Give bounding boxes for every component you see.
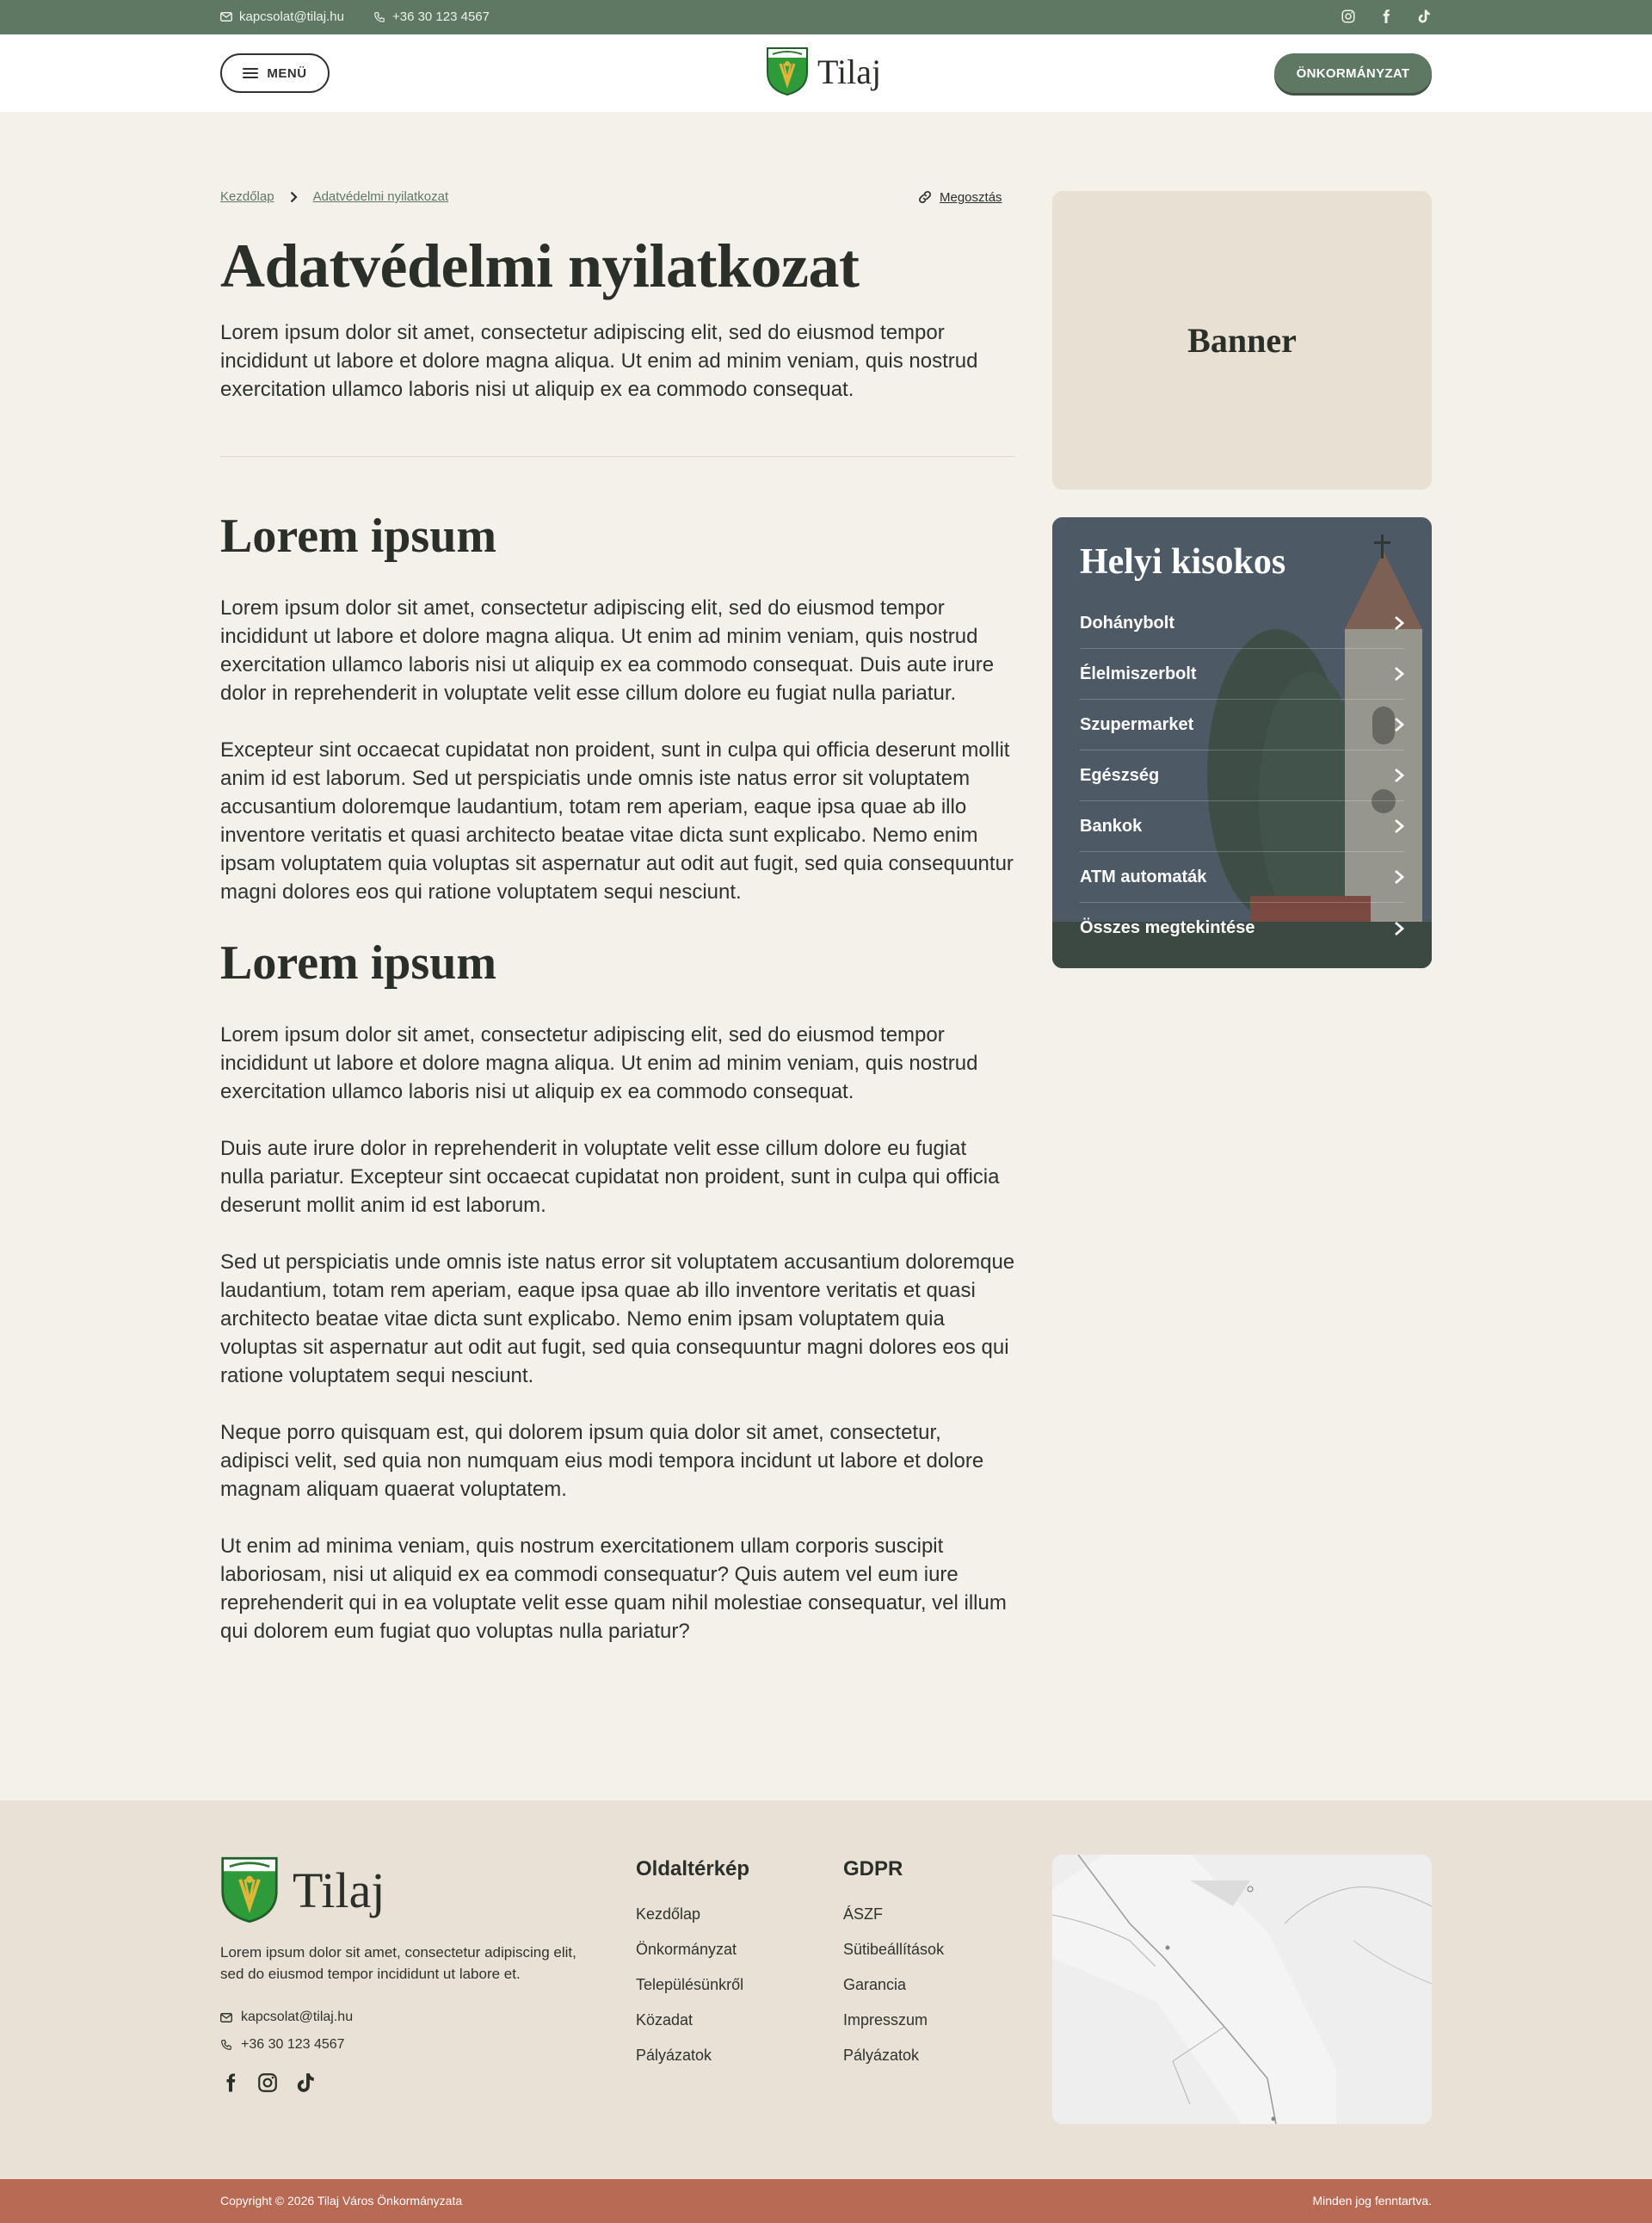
footer-link[interactable]: Településünkről (636, 1976, 744, 1993)
footer-link[interactable]: Önkormányzat (636, 1941, 737, 1958)
footer-link[interactable]: Pályázatok (843, 2047, 920, 2064)
rights-text: Minden jog fenntartva. (1312, 2194, 1432, 2208)
top-social (1341, 9, 1432, 24)
tiktok-icon[interactable] (294, 2071, 317, 2095)
section-paragraph: Duis aute irure dolor in reprehenderit in voluptate velit esse cillum dolore eu fugiat nulla pariatur. Excepteur sint occaecat cupidatat non proident, sunt in culpa qui officia deserunt mollit anim id est laborum. (220, 1137, 1000, 1217)
chevron-right-icon (1394, 666, 1404, 682)
footer-sitemap (636, 1857, 749, 2073)
mail-icon (220, 12, 232, 22)
share-label: Megosztás (940, 189, 1002, 205)
guide-item-label: Élelmiszerbolt (1080, 664, 1197, 683)
guide-title: Helyi kisokos (1080, 542, 1286, 582)
section-paragraph: Excepteur sint occaecat cupidatat non proident, sunt in culpa qui officia deserunt mollit anim id est laborum. Sed ut perspiciatis unde omnis iste natus error sit voluptatem accusantium doloremque laudantium, totam rem aperiam, eaque ipsa quae ab illo inventore veritatis et quasi architecto beatae vitae dicta sunt explicabo. Nemo enim ipsam voluptatem quia voluptas sit aspernatur aut odit aut fugit, sed quia consequuntur magni dolores eos qui ratione voluptatem sequi nesciunt. (220, 738, 1014, 904)
guide-list (1080, 598, 1404, 954)
page-lead: Lorem ipsum dolor sit amet, consectetur adipiscing elit, sed do eiusmod tempor incididunt ut labore et dolore magna aliqua. Ut enim ad minim veniam, quis nostrud exercitation ullamco laboris nisi ut aliquip ex ea commodo consequat. (220, 321, 978, 401)
chevron-right-icon (1394, 717, 1404, 732)
footer-phone-text: +36 30 123 4567 (241, 2037, 345, 2052)
menu-button-label: MENÜ (267, 65, 307, 81)
breadcrumb-home[interactable]: Kezdőlap (220, 189, 274, 204)
copyright-bar (0, 2179, 1652, 2223)
top-contact (220, 9, 490, 24)
top-bar (0, 0, 1652, 34)
chevron-right-icon (1394, 921, 1404, 936)
content-divider (220, 456, 1015, 457)
local-guide-card (1052, 517, 1432, 968)
top-phone[interactable] (373, 9, 490, 24)
chevron-right-icon (290, 191, 298, 203)
share-link[interactable] (917, 189, 1002, 205)
site-header (0, 34, 1652, 112)
footer-description: Lorem ipsum dolor sit amet, consectetur adipiscing elit, sed do eiusmod tempor incididunt ut labore et. (220, 1944, 576, 1982)
guide-item-label: ATM automaták (1080, 867, 1207, 886)
footer-email[interactable] (220, 2004, 353, 2031)
section-paragraph: Lorem ipsum dolor sit amet, consectetur adipiscing elit, sed do eiusmod tempor incididunt ut labore et dolore magna aliqua. Ut enim ad minim veniam, quis nostrud exercitation ullamco laboris nisi ut aliquip ex ea commodo consequat. (220, 1023, 978, 1103)
guide-item-dohanybolt[interactable] (1080, 598, 1404, 649)
article-body (220, 508, 1015, 1674)
footer-link[interactable]: ÁSZF (843, 1905, 884, 1923)
guide-item-label: Bankok (1080, 816, 1143, 836)
breadcrumb (220, 189, 448, 204)
guide-item-label: Egészség (1080, 765, 1160, 785)
instagram-icon[interactable] (1341, 9, 1356, 24)
guide-item-bankok[interactable] (1080, 801, 1404, 852)
top-phone-text: +36 30 123 4567 (391, 9, 490, 24)
instagram-icon[interactable] (256, 2072, 279, 2094)
guide-item-szupermarket[interactable] (1080, 700, 1404, 750)
onkormanyzat-button[interactable]: ÖNKORMÁNYZAT (1274, 53, 1432, 93)
site-footer (0, 1800, 1652, 2179)
section-paragraph: Lorem ipsum dolor sit amet, consectetur adipiscing elit, sed do eiusmod tempor incididunt ut labore et dolore magna aliqua. Ut enim ad minim veniam, quis nostrud exercitation ullamco laboris nisi ut aliquip ex ea commodo consequat. Duis aute irure dolor in reprehenderit in voluptate velit esse cillum dolore eu fugiat nulla pariatur. (220, 596, 995, 705)
top-email-text: kapcsolat@tilaj.hu (239, 9, 344, 24)
menu-button[interactable] (220, 53, 330, 93)
guide-item-elelmiszerbolt[interactable] (1080, 649, 1404, 700)
section-heading: Lorem ipsum (220, 936, 496, 990)
link-icon (917, 189, 933, 205)
footer-logo[interactable] (220, 1856, 385, 1924)
guide-item-atm[interactable] (1080, 852, 1404, 903)
chevron-right-icon (1394, 869, 1404, 885)
guide-item-label: Szupermarket (1080, 714, 1194, 734)
banner[interactable]: Banner (1052, 191, 1432, 490)
chevron-right-icon (1394, 768, 1404, 783)
breadcrumb-current[interactable]: Adatvédelmi nyilatkozat (312, 189, 449, 204)
section-paragraph: Ut enim ad minima veniam, quis nostrum exercitationem ullam corporis suscipit laboriosam, nisi ut aliquid ex ea commodi consequatur? Quis autem vel eum iure reprehenderit qui in ea voluptate velit esse quam nihil molestiae consequatur, vel illum qui dolorem eum fugiat quo voluptas nulla pariatur? (220, 1534, 1007, 1643)
facebook-icon[interactable] (220, 2071, 241, 2095)
chevron-right-icon (1394, 818, 1404, 834)
coat-of-arms-icon (220, 1856, 279, 1924)
footer-link[interactable]: Impresszum (843, 2011, 928, 2028)
guide-item-view-all[interactable] (1080, 903, 1404, 954)
footer-email-text: kapcsolat@tilaj.hu (241, 2010, 354, 2024)
footer-gdpr (843, 1857, 944, 2073)
footer-link[interactable]: Pályázatok (636, 2047, 712, 2064)
footer-gdpr-title: GDPR (843, 1857, 903, 1880)
location-map[interactable] (1052, 1855, 1432, 2124)
footer-contact (220, 2004, 353, 2059)
page-title: Adatvédelmi nyilatkozat (220, 232, 860, 300)
footer-link[interactable]: Közadat (636, 2011, 693, 2028)
logo-text: Tilaj (817, 52, 882, 91)
copyright-text: Copyright © 2026 Tilaj Város Önkormányzata (220, 2194, 463, 2208)
footer-phone[interactable] (220, 2031, 353, 2059)
tiktok-icon[interactable] (1416, 9, 1432, 24)
facebook-icon[interactable] (1378, 9, 1394, 24)
footer-link[interactable]: Kezdőlap (636, 1905, 701, 1923)
section-heading: Lorem ipsum (220, 509, 496, 563)
section-paragraph: Neque porro quisquam est, qui dolorem ipsum quia dolor sit amet, consectetur, adipisci velit, sed quia non numquam eius modi tempora incidunt ut labore et dolore magnam aliquam quaerat voluptatem. (220, 1421, 984, 1501)
phone-icon (373, 11, 385, 23)
footer-social (220, 2071, 317, 2095)
site-logo[interactable] (766, 46, 881, 96)
coat-of-arms-icon (766, 46, 809, 96)
chevron-right-icon (1394, 615, 1404, 631)
guide-item-egeszseg[interactable] (1080, 750, 1404, 801)
mail-icon (220, 2013, 232, 2022)
footer-link[interactable]: Garancia (843, 1976, 907, 1993)
hamburger-icon (243, 67, 258, 79)
phone-icon (220, 2039, 232, 2051)
section-paragraph: Sed ut perspiciatis unde omnis iste natus error sit voluptatem accusantium doloremque laudantium, totam rem aperiam, eaque ipsa quae ab illo inventore veritatis et quasi architecto beatae vitae dicta sunt explicabo. Nemo enim ipsam voluptatem quia voluptas sit aspernatur aut odit aut fugit, sed quia consequuntur magni dolores eos qui ratione voluptatem sequi nesciunt. (220, 1250, 1015, 1387)
guide-item-label: Dohánybolt (1080, 613, 1174, 633)
footer-link[interactable]: Sütibeállítások (843, 1941, 945, 1958)
top-email[interactable] (220, 9, 344, 24)
footer-sitemap-title: Oldaltérkép (636, 1857, 750, 1880)
footer-logo-text: Tilaj (293, 1862, 385, 1918)
guide-item-label: Összes megtekintése (1080, 918, 1255, 937)
